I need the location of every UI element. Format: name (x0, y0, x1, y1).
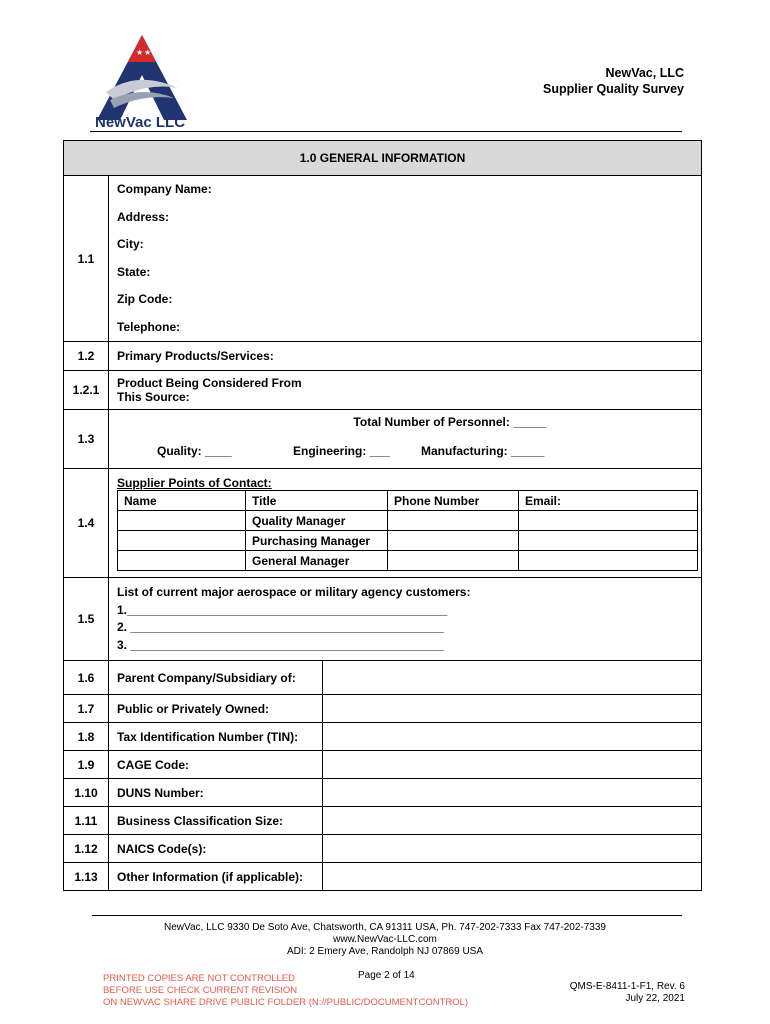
doc-date: July 22, 2021 (625, 993, 685, 1004)
survey-title: Supplier Quality Survey (542, 82, 684, 96)
address-field[interactable]: Address: (117, 209, 170, 224)
section-heading: 1.0 GENERAL INFORMATION (64, 141, 702, 176)
footer-address-line1: NewVac, LLC 9330 De Soto Ave, Chatsworth, CA 91311 USA, Ph. 747-202-7333 Fax 747-202-7339 (164, 922, 606, 933)
engineering-personnel-field[interactable]: Engineering: ___ (293, 444, 390, 458)
phone-cell[interactable] (388, 551, 519, 571)
duns-label: DUNS Number: (109, 779, 323, 807)
state-field[interactable]: State: (117, 264, 151, 279)
row-number: 1.9 (64, 751, 109, 779)
row-number: 1.2.1 (64, 371, 109, 410)
svg-text:★: ★ (136, 48, 144, 57)
footer-website: www.NewVac-LLC.com (333, 934, 437, 945)
document-number (570, 981, 685, 1005)
row-number: 1.2 (64, 342, 109, 371)
email-cell[interactable] (519, 511, 698, 531)
product-label-line2: This Source: (117, 390, 190, 404)
points-of-contact-table (117, 490, 698, 571)
cage-code-input[interactable] (323, 751, 702, 779)
title-cell: Quality Manager (246, 511, 388, 531)
naics-label: NAICS Code(s): (109, 835, 323, 863)
business-size-label: Business Classification Size: (109, 807, 323, 835)
row-number: 1.4 (64, 469, 109, 578)
control-notice-line3: ON NEWVAC SHARE DRIVE PUBLIC FOLDER (N://PUBLIC/DOCUMENTCONTROL) (103, 997, 469, 1008)
row-number: 1.1 (64, 176, 109, 342)
cage-code-label: CAGE Code: (109, 751, 323, 779)
tin-input[interactable] (323, 723, 702, 751)
header-title: Title (246, 491, 388, 511)
doc-revision: QMS-E-8411-1-F1, Rev. 6 (569, 981, 685, 992)
row-number: 1.12 (64, 835, 109, 863)
svg-text:★: ★ (144, 48, 152, 57)
row-number: 1.3 (64, 410, 109, 469)
company-header (543, 65, 684, 97)
footer-address (0, 922, 770, 958)
company-name: NewVac, LLC (605, 66, 684, 80)
other-info-input[interactable] (323, 863, 702, 891)
row-number: 1.11 (64, 807, 109, 835)
personnel-block (109, 410, 702, 469)
primary-products-field[interactable]: Primary Products/Services: (109, 342, 702, 371)
row-number: 1.5 (64, 578, 109, 661)
control-notice-line2: BEFORE USE CHECK CURRENT REVISION (103, 985, 298, 996)
table-row (118, 551, 698, 571)
header-name: Name (118, 491, 246, 511)
phone-cell[interactable] (388, 531, 519, 551)
total-personnel-field[interactable]: Total Number of Personnel: _____ (353, 415, 547, 429)
row-number: 1.8 (64, 723, 109, 751)
name-cell[interactable] (118, 551, 246, 571)
points-of-contact-title: Supplier Points of Contact: (117, 476, 272, 490)
ownership-input[interactable] (323, 695, 702, 723)
zip-code-field[interactable]: Zip Code: (117, 292, 173, 306)
customers-block (109, 578, 702, 661)
parent-company-input[interactable] (323, 661, 702, 695)
customer-line-2[interactable]: 2. _______________________________________________ (117, 620, 445, 634)
name-cell[interactable] (118, 531, 246, 551)
general-information-form (63, 140, 702, 891)
header-rule (90, 131, 682, 132)
row-number: 1.7 (64, 695, 109, 723)
row-number: 1.6 (64, 661, 109, 695)
company-name-field[interactable]: Company Name: (117, 182, 212, 196)
phone-cell[interactable] (388, 511, 519, 531)
header-phone: Phone Number (388, 491, 519, 511)
duns-input[interactable] (323, 779, 702, 807)
footer-address-line2: ADI: 2 Emery Ave, Randolph NJ 07869 USA (286, 946, 484, 957)
ownership-label: Public or Privately Owned: (109, 695, 323, 723)
tin-label: Tax Identification Number (TIN): (109, 723, 323, 751)
company-info-block (109, 176, 702, 342)
quality-personnel-field[interactable]: Quality: ____ (157, 444, 232, 458)
business-size-input[interactable] (323, 807, 702, 835)
table-row (118, 531, 698, 551)
title-cell: Purchasing Manager (246, 531, 388, 551)
email-cell[interactable] (519, 551, 698, 571)
newvac-logo (92, 30, 192, 130)
row-number: 1.10 (64, 779, 109, 807)
table-row (118, 511, 698, 531)
customer-line-1[interactable]: 1.________________________________________________ (117, 602, 448, 617)
points-of-contact-block (109, 469, 702, 578)
customer-line-3[interactable]: 3. _______________________________________________ (117, 637, 445, 652)
email-cell[interactable] (519, 531, 698, 551)
row-number: 1.13 (64, 863, 109, 891)
control-notice-line1: PRINTED COPIES ARE NOT CONTROLLED (103, 973, 295, 984)
footer-rule (92, 915, 682, 916)
name-cell[interactable] (118, 511, 246, 531)
page-number: Page 2 of 14 (358, 970, 415, 981)
manufacturing-personnel-field[interactable]: Manufacturing: _____ (421, 444, 545, 458)
telephone-field[interactable]: Telephone: (117, 319, 181, 334)
product-label-line1: Product Being Considered From (117, 376, 302, 390)
parent-company-label: Parent Company/Subsidiary of: (109, 661, 323, 695)
svg-text:NewVac LLC: NewVac LLC (95, 114, 186, 130)
customers-title: List of current major aerospace or military agency customers: (117, 585, 471, 599)
product-source-field[interactable] (109, 371, 702, 410)
other-info-label: Other Information (if applicable): (109, 863, 323, 891)
header-email: Email: (519, 491, 698, 511)
city-field[interactable]: City: (117, 237, 144, 251)
title-cell: General Manager (246, 551, 388, 571)
naics-input[interactable] (323, 835, 702, 863)
